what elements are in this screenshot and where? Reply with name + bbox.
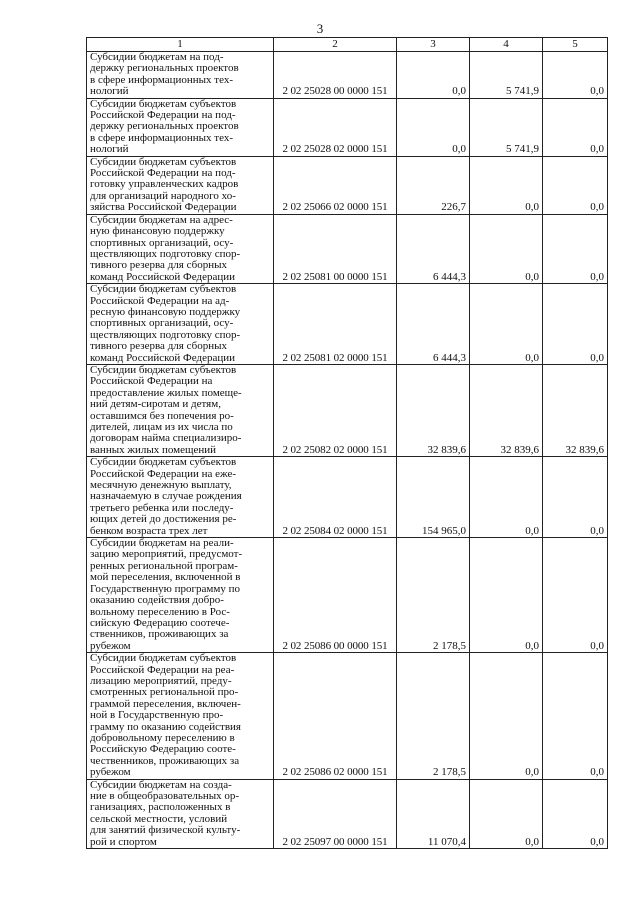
description-line: Субсидии бюджетам субъектов — [90, 456, 237, 469]
description-line: тивного резерва для сборных — [90, 340, 227, 353]
description-line: рой и спортом — [90, 835, 157, 848]
description-line: Российской Федерации на под- — [90, 109, 236, 122]
description-line: для организаций народного хо- — [90, 189, 236, 202]
column-header-2: 2 — [274, 38, 397, 52]
description-line: Субсидии бюджетам на реали- — [90, 537, 234, 550]
description-line: тивного резерва для сборных — [90, 259, 227, 272]
budget-classification-code: 2 02 25097 00 0000 151 — [274, 779, 397, 848]
description-line: ние в общеобразовательных ор- — [90, 790, 240, 802]
amount-column-5: 0,0 — [543, 653, 608, 779]
table-row — [87, 538, 608, 653]
description-line: Российской Федерации на — [90, 375, 213, 388]
description-line: сельской местности, условий — [90, 812, 228, 825]
row-description — [87, 284, 274, 365]
amount-column-3: 2 178,5 — [397, 538, 470, 653]
amount-column-4: 0,0 — [470, 538, 543, 653]
description-line: зяйства Российской Федерации — [90, 201, 237, 214]
budget-table — [86, 37, 608, 849]
budget-classification-code: 2 02 25066 02 0000 151 — [274, 156, 397, 214]
description-line: Российской Федерации на под- — [90, 167, 236, 180]
budget-classification-code: 2 02 25081 00 0000 151 — [274, 214, 397, 283]
budget-classification-code: 2 02 25082 02 0000 151 — [274, 364, 397, 456]
description-line: Российской Федерации на еже- — [90, 467, 237, 480]
column-header-4: 4 — [470, 38, 543, 52]
description-line: договорам найма специализиро- — [90, 432, 242, 445]
description-line: граммой переселения, включен- — [90, 697, 241, 710]
description-line: мой переселения, включенной в — [90, 571, 241, 584]
description-line: ществляющих подготовку спор- — [90, 328, 241, 341]
row-description — [87, 364, 274, 456]
budget-classification-code: 2 02 25081 02 0000 151 — [274, 284, 397, 365]
amount-column-3: 2 178,5 — [397, 653, 470, 779]
description-line: Государственную программу по — [90, 582, 240, 595]
amount-column-5: 0,0 — [543, 457, 608, 538]
description-line: команд Российской Федерации — [90, 270, 235, 283]
description-line: ственников, проживающих за — [90, 628, 229, 641]
description-line: в сфере информационных тех- — [90, 73, 233, 86]
description-line: предоставление жилых помеще- — [90, 386, 242, 399]
description-line: для занятий физической культу- — [90, 824, 241, 837]
row-description — [87, 457, 274, 538]
description-line: Субсидии бюджетам на под- — [90, 51, 224, 63]
description-line: оказанию содействия добро- — [90, 594, 224, 607]
description-line: Российскую Федерацию сооте- — [90, 743, 236, 756]
description-line: держку региональных проектов — [90, 120, 239, 133]
amount-column-3: 11 070,4 — [397, 779, 470, 848]
row-description — [87, 214, 274, 283]
description-line: Субсидии бюджетам субъектов — [90, 363, 237, 376]
amount-column-3: 6 444,3 — [397, 284, 470, 365]
table-row — [87, 52, 608, 99]
row-description — [87, 538, 274, 653]
table-row — [87, 779, 608, 848]
amount-column-3: 0,0 — [397, 98, 470, 156]
budget-classification-code: 2 02 25084 02 0000 151 — [274, 457, 397, 538]
amount-column-3: 32 839,6 — [397, 364, 470, 456]
column-header-5: 5 — [543, 38, 608, 52]
description-line: ний детям-сиротам и детям, — [90, 398, 221, 411]
table-row — [87, 98, 608, 156]
description-line: ренных региональной програм- — [90, 559, 238, 572]
table-row — [87, 156, 608, 214]
description-line: ществляющих подготовку спор- — [90, 247, 241, 260]
description-line: Субсидии бюджетам субъектов — [90, 652, 237, 665]
description-line: смотренных региональной про- — [90, 686, 239, 699]
table-body — [87, 52, 608, 849]
description-line: Российской Федерации на реа- — [90, 663, 235, 676]
description-line: в сфере информационных тех- — [90, 131, 233, 144]
amount-column-5: 32 839,6 — [543, 364, 608, 456]
description-line: спортивных организаций, осу- — [90, 317, 234, 330]
amount-column-4: 32 839,6 — [470, 364, 543, 456]
description-line: ганизациях, расположенных в — [90, 801, 231, 814]
amount-column-4: 5 741,9 — [470, 52, 543, 99]
description-line: грамму по оказанию содействия — [90, 720, 241, 733]
table-header-row — [87, 38, 608, 52]
description-line: третьего ребенка или последу- — [90, 501, 234, 514]
budget-classification-code: 2 02 25028 02 0000 151 — [274, 98, 397, 156]
description-line: чественников, проживающих за — [90, 754, 240, 767]
description-line: Субсидии бюджетам на адрес- — [90, 213, 233, 226]
description-line: ванных жилых помещений — [90, 443, 216, 456]
amount-column-3: 154 965,0 — [397, 457, 470, 538]
description-line: готовку управленческих кадров — [90, 178, 239, 191]
description-line: добровольному переселению в — [90, 731, 235, 744]
row-description — [87, 653, 274, 779]
table-row — [87, 653, 608, 779]
amount-column-4: 5 741,9 — [470, 98, 543, 156]
table-row — [87, 284, 608, 365]
description-line: Российской Федерации на ад- — [90, 294, 230, 307]
amount-column-5: 0,0 — [543, 284, 608, 365]
row-description — [87, 156, 274, 214]
amount-column-3: 0,0 — [397, 52, 470, 99]
description-line: рубежом — [90, 766, 131, 779]
description-line: держку региональных проектов — [90, 62, 239, 75]
description-line: команд Российской Федерации — [90, 351, 235, 364]
row-description — [87, 779, 274, 848]
description-line: Субсидии бюджетам субъектов — [90, 283, 237, 296]
amount-column-4: 0,0 — [470, 284, 543, 365]
amount-column-3: 6 444,3 — [397, 214, 470, 283]
budget-classification-code: 2 02 25086 00 0000 151 — [274, 538, 397, 653]
table-row — [87, 214, 608, 283]
amount-column-5: 0,0 — [543, 156, 608, 214]
amount-column-4: 0,0 — [470, 457, 543, 538]
amount-column-4: 0,0 — [470, 779, 543, 848]
row-description — [87, 98, 274, 156]
description-line: Субсидии бюджетам субъектов — [90, 97, 237, 110]
description-line: зацию мероприятий, предусмот- — [90, 548, 243, 561]
description-line: Субсидии бюджетам на созда- — [90, 778, 232, 791]
description-line: ресную финансовую поддержку — [90, 305, 241, 318]
row-description — [87, 52, 274, 99]
amount-column-4: 0,0 — [470, 214, 543, 283]
column-header-1: 1 — [87, 38, 274, 52]
description-line: месячную денежную выплату, — [90, 479, 232, 492]
description-line: ющих детей до достижения ре- — [90, 513, 237, 526]
description-line: лизацию мероприятий, преду- — [90, 674, 232, 687]
table-row — [87, 457, 608, 538]
column-header-3: 3 — [397, 38, 470, 52]
budget-classification-code: 2 02 25086 02 0000 151 — [274, 653, 397, 779]
amount-column-4: 0,0 — [470, 653, 543, 779]
description-line: спортивных организаций, осу- — [90, 236, 234, 249]
description-line: дителей, лицам из их числа по — [90, 421, 233, 433]
description-line: Субсидии бюджетам субъектов — [90, 155, 237, 168]
amount-column-5: 0,0 — [543, 538, 608, 653]
amount-column-5: 0,0 — [543, 52, 608, 99]
amount-column-4: 0,0 — [470, 156, 543, 214]
amount-column-5: 0,0 — [543, 779, 608, 848]
table-row — [87, 364, 608, 456]
description-line: рубежом — [90, 639, 131, 652]
description-line: нологий — [90, 85, 129, 98]
description-line: бенком возраста трех лет — [90, 524, 208, 537]
amount-column-3: 226,7 — [397, 156, 470, 214]
description-line: оставшимся без попечения ро- — [90, 409, 234, 422]
description-line: вольному переселению в Рос- — [90, 605, 230, 618]
amount-column-5: 0,0 — [543, 98, 608, 156]
description-line: ную финансовую поддержку — [90, 225, 225, 238]
description-line: ной в Государственную про- — [90, 709, 224, 722]
budget-classification-code: 2 02 25028 00 0000 151 — [274, 52, 397, 99]
description-line: сийскую Федерацию соотече- — [90, 616, 230, 629]
description-line: нологий — [90, 143, 129, 156]
page-number: 3 — [316, 21, 324, 36]
amount-column-5: 0,0 — [543, 214, 608, 283]
description-line: назначаемую в случае рождения — [90, 490, 242, 503]
